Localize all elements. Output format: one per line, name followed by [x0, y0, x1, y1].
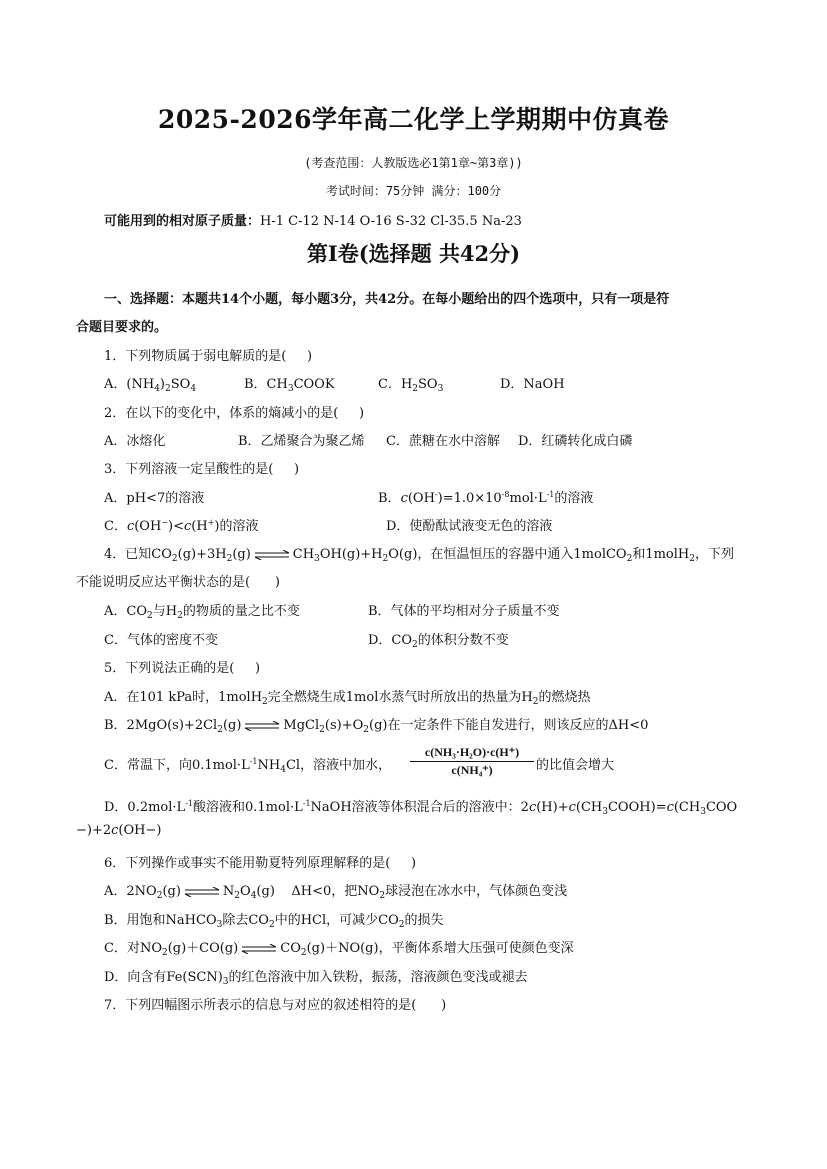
q2-option-c: C．蔗糖在水中溶解: [386, 434, 500, 449]
q1-option-b: B．$CH_3COOK$: [244, 377, 335, 394]
question-2: 2．在以下的变化中，体系的熵减小的是( ): [104, 406, 365, 421]
q3-option-c: C．c(OH−)<c(H+)的溶液: [104, 518, 259, 534]
q5-option-d-cont: −)+2c(OH−): [76, 823, 162, 838]
q6-option-d: D．向含有$Fe(SCN)_3$的红色溶液中加入铁粉，振荡，溶液颜色变浅或褪去: [104, 970, 528, 987]
equilibrium-arrow-icon: [183, 887, 221, 897]
section-title: 第Ⅰ卷(选择题 共42分): [306, 241, 521, 266]
q2-option-b: B．乙烯聚合为聚乙烯: [238, 434, 365, 449]
instruction-line-2: 合题目要求的。: [76, 320, 168, 335]
q5-option-a: A．在101 kPa时，1molH$_2$完全燃烧生成1mol水蒸气时所放出的热量为$H_2$的燃烧热: [104, 690, 591, 707]
q5-option-c: C．常温下，向$0.1mol\cdot L^{-1}NH_4Cl$，溶液中加水，: [104, 757, 392, 775]
question-3: 3．下列溶液一定呈酸性的是( ): [104, 462, 300, 477]
atomic-masses-label: 可能用到的相对原子质量：: [104, 214, 261, 229]
q2-option-a: A．冰熔化: [104, 434, 166, 449]
q1-option-c: C．$H_2SO_3$: [378, 377, 444, 394]
q1-option-d: D．NaOH: [500, 377, 565, 392]
q4-option-d: D．$CO_2$的体积分数不变: [368, 633, 509, 650]
exam-time-score: 考试时间：75分钟 满分：100分: [325, 184, 502, 198]
atomic-masses: [104, 210, 522, 229]
q4-option-b: B．气体的平均相对分子质量不变: [368, 604, 560, 619]
question-7: 7．下列四幅图示所表示的信息与对应的叙述相符的是( ): [104, 998, 447, 1013]
q3-option-d: D．使酚酞试液变无色的溶液: [386, 519, 553, 534]
q3-option-b: B．$c(OH^-)=1.0\times 10^{-8}mol\cdot L^{-1}$的溶液: [378, 490, 594, 506]
q6-option-c: C．对$NO_2(g)+CO(g)$ $CO_2(g)+NO(g)$，平衡体系增大压强可使颜色变深: [104, 941, 574, 958]
q4-option-a: A．$CO_2$与$H_2$的物质的量之比不变: [104, 604, 300, 621]
exam-title: 2025-2026学年高二化学上学期期中仿真卷: [157, 105, 670, 134]
q6-option-b: B．用饱和NaHCO$_3$除去$CO_2$中的HCl，可减少$CO_2$的损失: [104, 913, 444, 930]
q1-option-a: A．$(NH_4)_2SO_4$: [104, 377, 197, 394]
instruction-line-1: 一、选择题：本题共14个小题，每小题3分，共42分。在每小题给出的四个选项中，只有一项是符: [104, 292, 670, 307]
q5-option-d: D．$0.2mol\cdot L^{-1}$酸溶液和$0.1mol\cdot L^{-1}NaOH$溶液等体积混合后的溶液中：$2c(H)+c(CH_3COOH)=c(CH_3COO$: [104, 799, 738, 817]
exam-scope: (考查范围：人教版选必1第1章~第3章)): [304, 156, 523, 170]
question-5: 5．下列说法正确的是( ): [104, 661, 261, 676]
fraction-numerator: c(NH₃·H₂O)·c(H⁺): [410, 745, 534, 762]
equilibrium-arrow-icon: [243, 721, 281, 731]
q2-option-d: D．红磷转化成白磷: [518, 434, 633, 449]
equilibrium-arrow-icon: [253, 550, 291, 560]
question-1: 1．下列物质属于弱电解质的是( ): [104, 349, 313, 364]
question-6: 6．下列操作或事实不能用勒夏特列原理解释的是( ): [104, 856, 417, 871]
q5-option-c-cont: 的比值会增大: [536, 758, 615, 773]
q6-option-a: A．$2NO_2(g)$ $N_2O_4(g)$ ΔH<0，把$NO_2$球浸泡在冰水中，气体颜色变浅: [104, 884, 568, 901]
question-4-cont: 不能说明反应达平衡状态的是( ): [76, 575, 280, 590]
atomic-masses-values: H-1 C-12 N-14 O-16 S-32 Cl-35.5 Na-23: [260, 214, 522, 229]
q3-option-a: A．pH<7的溶液: [104, 491, 205, 506]
q4-option-c: C．气体的密度不变: [104, 633, 218, 648]
equilibrium-arrow-icon: [240, 944, 278, 954]
fraction-denominator: c(NH₄⁺): [451, 763, 493, 777]
q5-option-b: B．$2MgO(s)+2Cl_2(g)$ $MgCl_2(s)+O_2(g)$在一定条件下能自发进行，则该反应的ΔH<0: [104, 718, 649, 735]
fraction-expression: [410, 745, 534, 778]
question-4: 4．已知$CO_2(g)+3H_2(g)$ $CH_3OH(g)+H_2O(g)$，在恒温恒压的容器中通入1molCO$_2$和1molH$_2$，下列: [104, 547, 734, 564]
